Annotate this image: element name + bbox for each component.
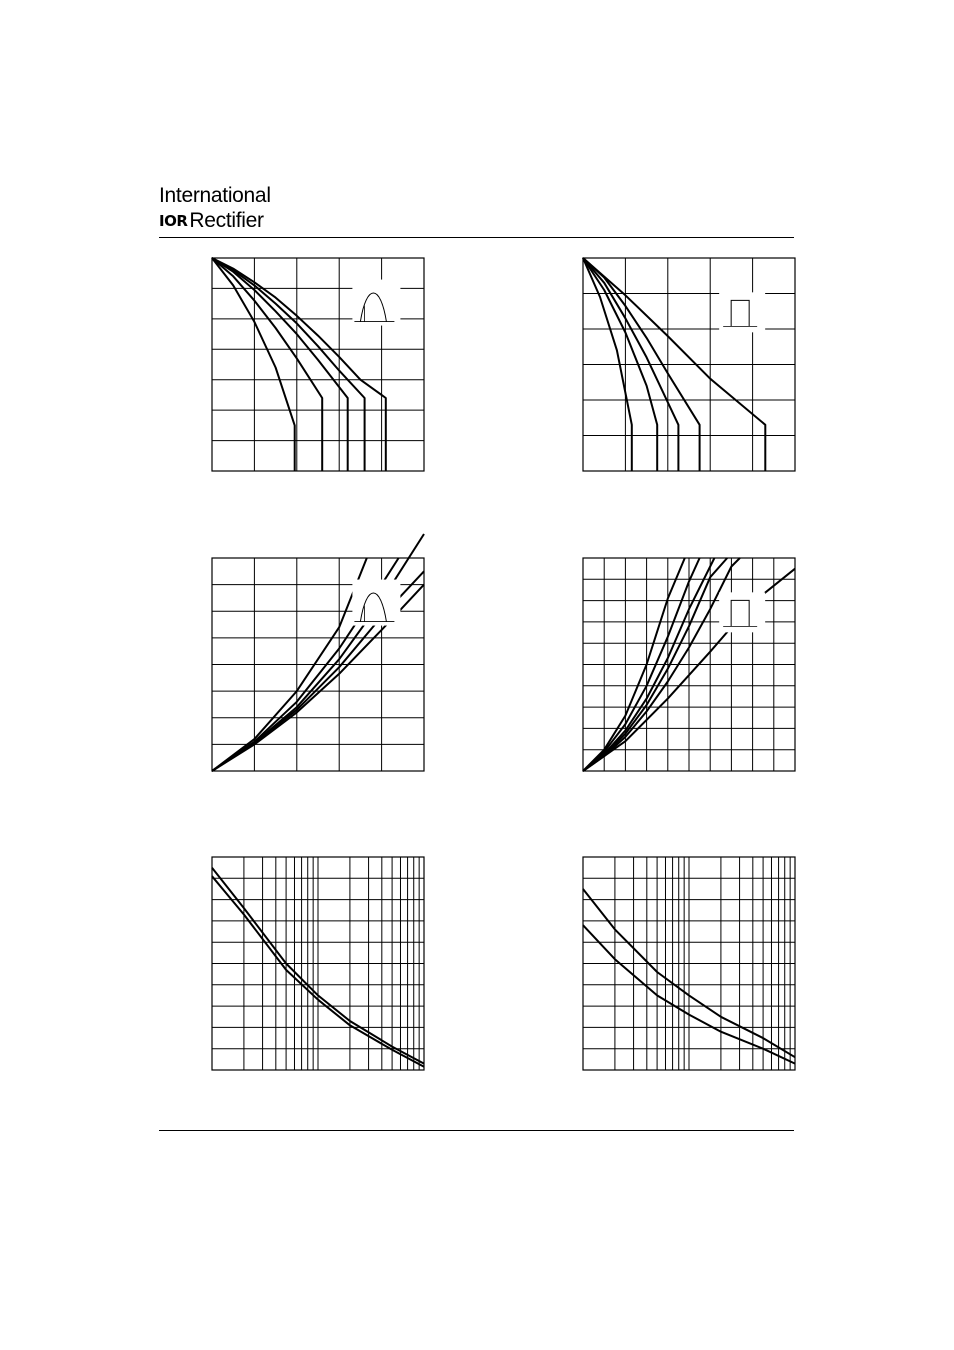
chart-svg (211, 257, 425, 472)
chart-svg (582, 856, 796, 1071)
chart-3 (211, 557, 425, 773)
chart-2 (582, 257, 796, 473)
brand-name-international: International (159, 184, 271, 207)
sine-waveform-icon (352, 280, 400, 326)
series-line-3 (212, 258, 348, 471)
chart-svg (211, 856, 425, 1071)
chart-svg (582, 557, 796, 772)
chart-4 (582, 557, 796, 773)
ior-logo-icon: IOR (159, 212, 188, 230)
square-waveform-icon (719, 592, 765, 632)
sine-waveform-icon (352, 580, 400, 626)
chart-6 (582, 856, 796, 1072)
brand-name-rectifier: Rectifier (189, 209, 264, 232)
square-waveform-icon (719, 292, 765, 332)
chart-svg (211, 557, 425, 772)
chart-5 (211, 856, 425, 1072)
series-line-2 (212, 258, 322, 471)
header-rule (159, 237, 794, 238)
chart-1 (211, 257, 425, 473)
footer-rule (159, 1130, 794, 1131)
chart-svg (582, 257, 796, 472)
brand-header (159, 184, 359, 234)
